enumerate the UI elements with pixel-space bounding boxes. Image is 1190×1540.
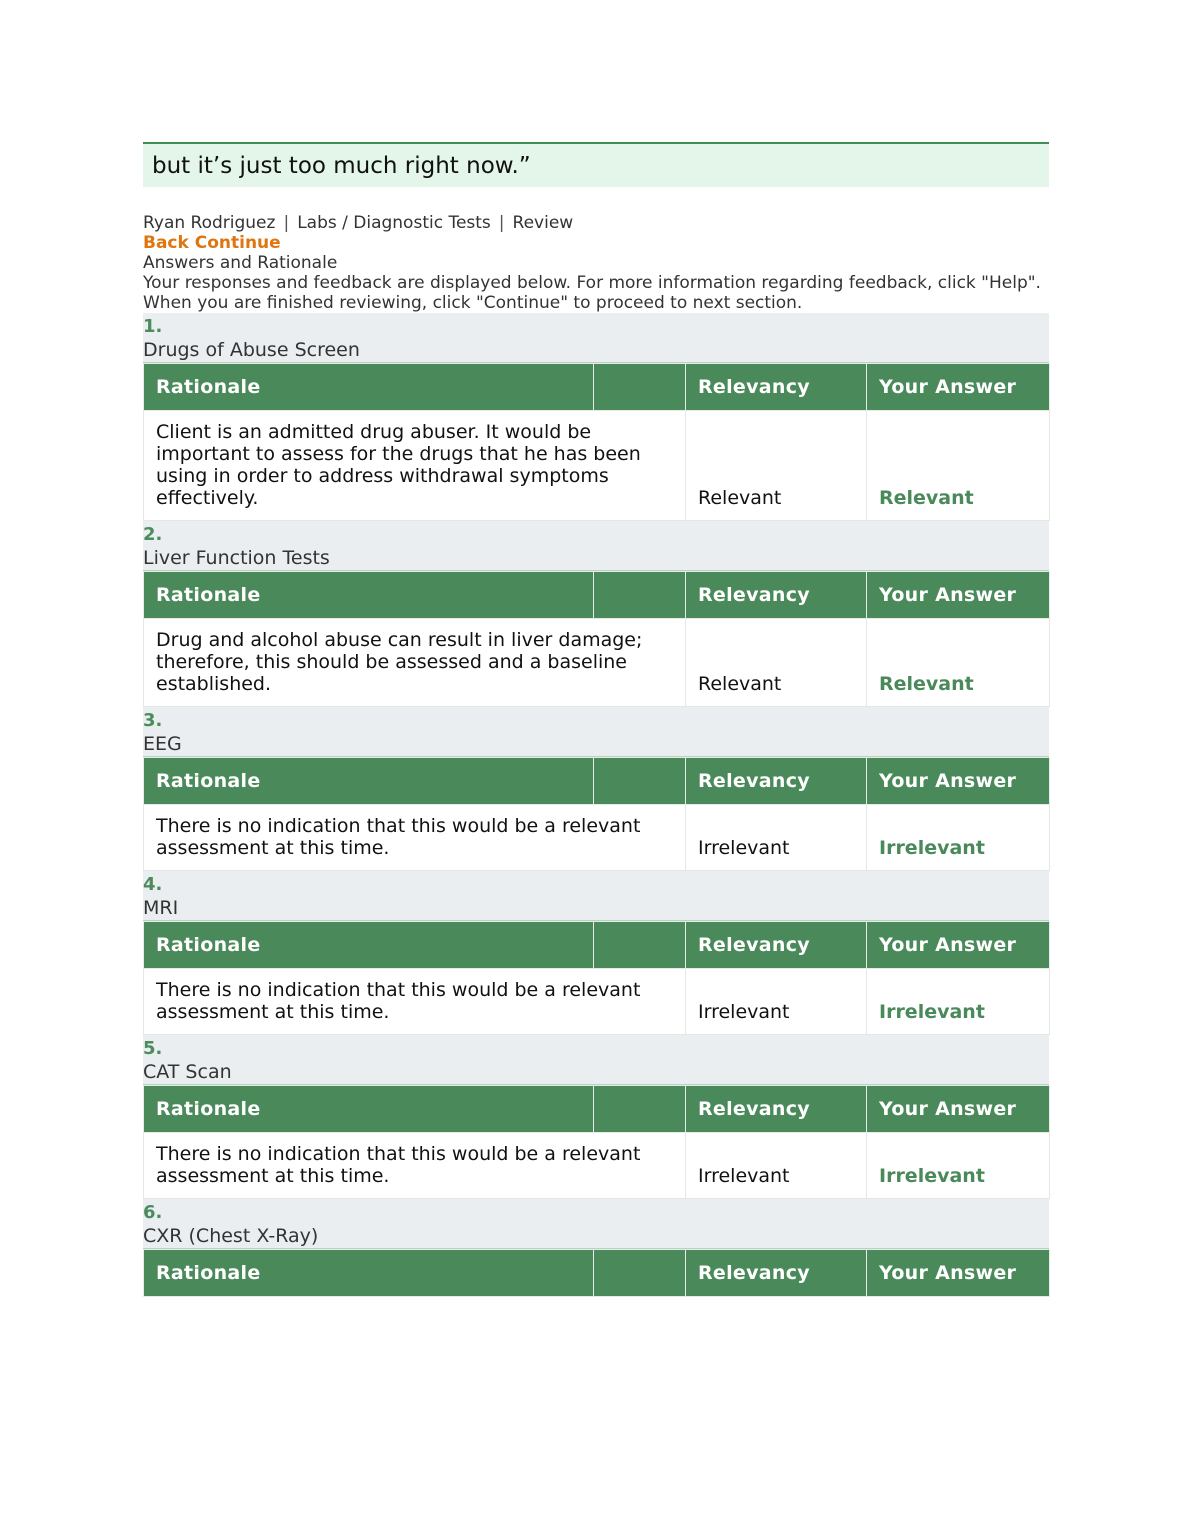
question-title: Drugs of Abuse Screen [143,338,1049,363]
header-spacer [594,922,686,969]
relevancy-value: Irrelevant [686,969,867,1035]
your-answer-header: Your Answer [867,758,1050,805]
table-row [144,1133,1050,1199]
your-answer-value: Relevant [867,619,1050,707]
question-header [143,313,1049,363]
info-instructions: Your responses and feedback are displayed below. For more information regarding feedback, click "Help". [143,273,1041,293]
your-answer-header: Your Answer [867,1086,1050,1133]
relevancy-header: Relevancy [686,1086,867,1133]
relevancy-header: Relevancy [686,922,867,969]
breadcrumb-page: Review [512,213,574,233]
question-number: 5. [143,1038,163,1059]
question-title: MRI [143,896,1049,921]
table-row [144,805,1050,871]
question-title: Liver Function Tests [143,546,1049,571]
question-header [143,521,1049,571]
relevancy-value: Irrelevant [686,1133,867,1199]
header-spacer [594,1086,686,1133]
question-title: CAT Scan [143,1060,1049,1085]
rationale-header: Rationale [144,922,594,969]
your-answer-header: Your Answer [867,364,1050,411]
rationale-text: Drug and alcohol abuse can result in liver damage; therefore, this should be assessed and a baseline established. [144,619,686,707]
your-answer-value: Relevant [867,411,1050,521]
relevancy-value: Irrelevant [686,805,867,871]
table-header-row [144,922,1050,969]
your-answer-header: Your Answer [867,922,1050,969]
question-header [143,707,1049,757]
question-header [143,871,1049,921]
question-number: 2. [143,524,163,545]
info-heading: Answers and Rationale [143,253,338,273]
breadcrumb [143,213,1049,233]
question-title: EEG [143,732,1049,757]
continue-link[interactable]: Continue [194,233,281,253]
quote-box [143,142,1049,187]
rationale-header: Rationale [144,364,594,411]
rationale-text: There is no indication that this would be a relevant assessment at this time. [144,805,686,871]
question-number: 3. [143,710,163,731]
rationale-text: There is no indication that this would be a relevant assessment at this time. [144,969,686,1035]
table-header-row [144,364,1050,411]
nav-links [143,233,1049,253]
question-header [143,1199,1049,1249]
question-number: 6. [143,1202,163,1223]
breadcrumb-section: Labs / Diagnostic Tests [297,213,491,233]
header-spacer [594,364,686,411]
rationale-header: Rationale [144,1086,594,1133]
breadcrumb-separator: | [498,213,505,233]
relevancy-value: Relevant [686,411,867,521]
rationale-table [143,571,1050,707]
question-number: 4. [143,874,163,895]
relevancy-header: Relevancy [686,758,867,805]
rationale-text: There is no indication that this would be a relevant assessment at this time. [144,1133,686,1199]
relevancy-header: Relevancy [686,364,867,411]
quote-text: but it’s just too much right now.” [152,153,531,179]
your-answer-value: Irrelevant [867,1133,1050,1199]
relevancy-value: Relevant [686,619,867,707]
question-number: 1. [143,316,163,337]
breadcrumb-student: Ryan Rodriguez [143,213,276,233]
rationale-header: Rationale [144,572,594,619]
question-title: CXR (Chest X-Ray) [143,1224,1049,1249]
table-row [144,969,1050,1035]
header-spacer [594,758,686,805]
rationale-table [143,1249,1050,1297]
question-header [143,1035,1049,1085]
rationale-table [143,1085,1050,1199]
your-answer-value: Irrelevant [867,805,1050,871]
breadcrumb-separator: | [283,213,290,233]
back-link[interactable]: Back [143,233,189,253]
rationale-table [143,921,1050,1035]
your-answer-header: Your Answer [867,1250,1050,1297]
header-spacer [594,1250,686,1297]
header-spacer [594,572,686,619]
review-page [143,142,1049,1297]
rationale-text: Client is an admitted drug abuser. It would be important to assess for the drugs that he has been using in order to address withdrawal symptoms effectively. [144,411,686,521]
table-row [144,619,1050,707]
question-list [143,313,1049,1297]
table-header-row [144,572,1050,619]
rationale-table [143,757,1050,871]
relevancy-header: Relevancy [686,1250,867,1297]
table-header-row [144,758,1050,805]
relevancy-header: Relevancy [686,572,867,619]
your-answer-header: Your Answer [867,572,1050,619]
table-header-row [144,1250,1050,1297]
info-continue-note: When you are finished reviewing, click "Continue" to proceed to next section. [143,293,803,313]
rationale-header: Rationale [144,1250,594,1297]
table-header-row [144,1086,1050,1133]
your-answer-value: Irrelevant [867,969,1050,1035]
rationale-header: Rationale [144,758,594,805]
table-row [144,411,1050,521]
rationale-table [143,363,1050,521]
